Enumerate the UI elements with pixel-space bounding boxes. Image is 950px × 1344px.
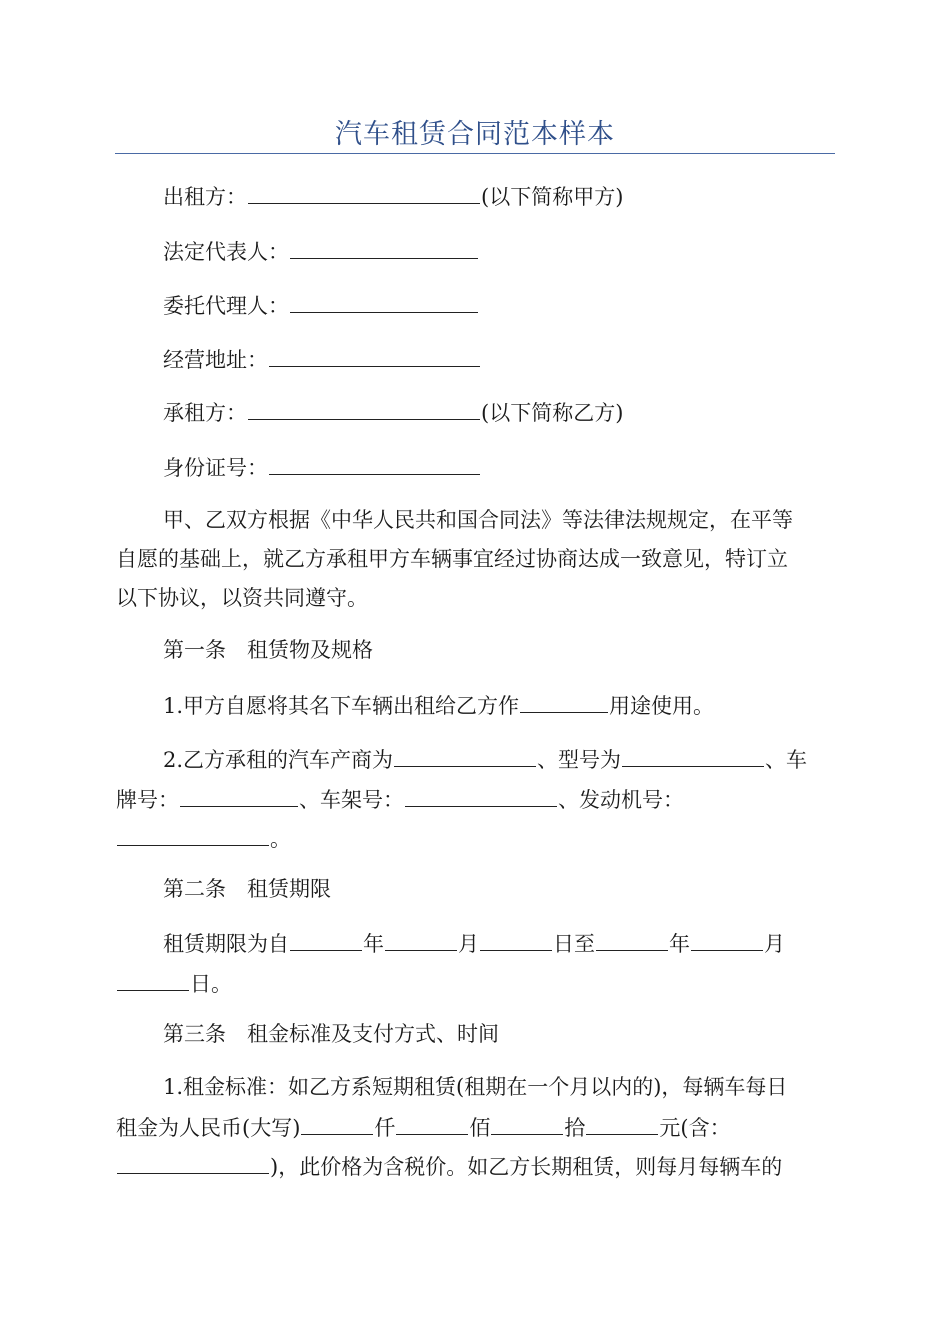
end-day-label: 日。 bbox=[190, 972, 232, 996]
start-year-label: 年 bbox=[363, 932, 384, 956]
article1-item2-line2 bbox=[116, 786, 684, 812]
article1-item2-line3 bbox=[116, 825, 291, 851]
address-blank[interactable] bbox=[269, 346, 480, 367]
preamble-line-3: 以下协议，以资共同遵守。 bbox=[116, 586, 368, 610]
article1-item1 bbox=[163, 692, 714, 718]
plate-label: 牌号： bbox=[116, 788, 179, 812]
start-month-blank[interactable] bbox=[385, 930, 457, 951]
manufacturer-blank[interactable] bbox=[394, 746, 536, 767]
start-day-label: 日至 bbox=[553, 932, 595, 956]
address-label: 经营地址： bbox=[163, 348, 268, 372]
tens-label: 拾 bbox=[564, 1116, 586, 1140]
thousands-blank[interactable] bbox=[301, 1114, 373, 1135]
lessor-label: 出租方： bbox=[163, 185, 247, 209]
document-title: 汽车租赁合同范本样本 bbox=[335, 119, 615, 150]
lessee-line bbox=[163, 399, 623, 425]
lessee-blank[interactable] bbox=[248, 399, 480, 420]
article3-line3-text: )，此价格为含税价。如乙方长期租赁，则每月每辆车的 bbox=[270, 1155, 783, 1179]
article1-item1-tail: 用途使用。 bbox=[609, 694, 715, 718]
article3-heading: 第三条 租金标准及支付方式、时间 bbox=[163, 1022, 499, 1046]
article3-line2 bbox=[116, 1114, 731, 1140]
title-underline bbox=[115, 153, 835, 154]
id-blank[interactable] bbox=[269, 454, 480, 475]
id-label: 身份证号： bbox=[163, 456, 268, 480]
preamble-line-2: 自愿的基础上，就乙方承租甲方车辆事宜经过协商达成一致意见，特订立 bbox=[116, 547, 788, 571]
end-day-blank[interactable] bbox=[117, 970, 189, 991]
lessor-line bbox=[163, 183, 623, 209]
article2-line2 bbox=[116, 970, 232, 996]
id-line bbox=[163, 454, 481, 480]
article2-line1 bbox=[163, 930, 785, 956]
legal-rep-line bbox=[163, 238, 479, 264]
frame-blank[interactable] bbox=[405, 786, 557, 807]
agent-label: 委托代理人： bbox=[163, 294, 289, 318]
legal-rep-blank[interactable] bbox=[290, 238, 478, 259]
lessee-suffix: (以下简称乙方) bbox=[481, 401, 624, 425]
article3-line3 bbox=[116, 1153, 782, 1179]
article2-heading: 第二条 租赁期限 bbox=[163, 877, 331, 901]
usage-blank[interactable] bbox=[520, 692, 608, 713]
thousands-label: 仟 bbox=[374, 1116, 396, 1140]
hundreds-blank[interactable] bbox=[396, 1114, 468, 1135]
start-month-label: 月 bbox=[458, 932, 479, 956]
manufacturer-label: 2.乙方承租的汽车产商为 bbox=[163, 748, 394, 772]
legal-rep-label: 法定代表人： bbox=[163, 240, 289, 264]
plate-blank[interactable] bbox=[180, 786, 298, 807]
included-blank[interactable] bbox=[117, 1153, 269, 1174]
engine-period: 。 bbox=[270, 827, 291, 851]
agent-blank[interactable] bbox=[290, 292, 478, 313]
yuan-label: 元(含： bbox=[659, 1116, 731, 1140]
engine-label: 、发动机号： bbox=[558, 788, 684, 812]
rent-label: 租金为人民币(大写) bbox=[116, 1116, 301, 1140]
article1-heading: 第一条 租赁物及规格 bbox=[163, 638, 373, 662]
term-label: 租赁期限为自 bbox=[163, 932, 289, 956]
address-line bbox=[163, 346, 481, 372]
lessor-suffix: (以下简称甲方) bbox=[481, 185, 624, 209]
lessee-label: 承租方： bbox=[163, 401, 247, 425]
frame-label: 、车架号： bbox=[299, 788, 404, 812]
model-label: 、型号为 bbox=[537, 748, 622, 772]
plate-label-start: 、车 bbox=[765, 748, 808, 772]
preamble-line-1: 甲、乙双方根据《中华人民共和国合同法》等法律法规规定，在平等 bbox=[163, 508, 793, 532]
model-blank[interactable] bbox=[622, 746, 764, 767]
article1-item2-line1 bbox=[163, 746, 807, 772]
yuan-blank[interactable] bbox=[586, 1114, 658, 1135]
engine-blank[interactable] bbox=[117, 825, 269, 846]
hundreds-label: 佰 bbox=[469, 1116, 491, 1140]
agent-line bbox=[163, 292, 479, 318]
end-year-label: 年 bbox=[669, 932, 690, 956]
start-year-blank[interactable] bbox=[290, 930, 362, 951]
start-day-blank[interactable] bbox=[480, 930, 552, 951]
article1-item1-text: 1.甲方自愿将其名下车辆出租给乙方作 bbox=[163, 694, 520, 718]
end-year-blank[interactable] bbox=[596, 930, 668, 951]
tens-blank[interactable] bbox=[491, 1114, 563, 1135]
lessor-blank[interactable] bbox=[248, 183, 480, 204]
article3-line1: 1.租金标准：如乙方系短期租赁(租期在一个月以内的)，每辆车每日 bbox=[163, 1075, 788, 1099]
end-month-blank[interactable] bbox=[691, 930, 763, 951]
end-month-label: 月 bbox=[764, 932, 785, 956]
